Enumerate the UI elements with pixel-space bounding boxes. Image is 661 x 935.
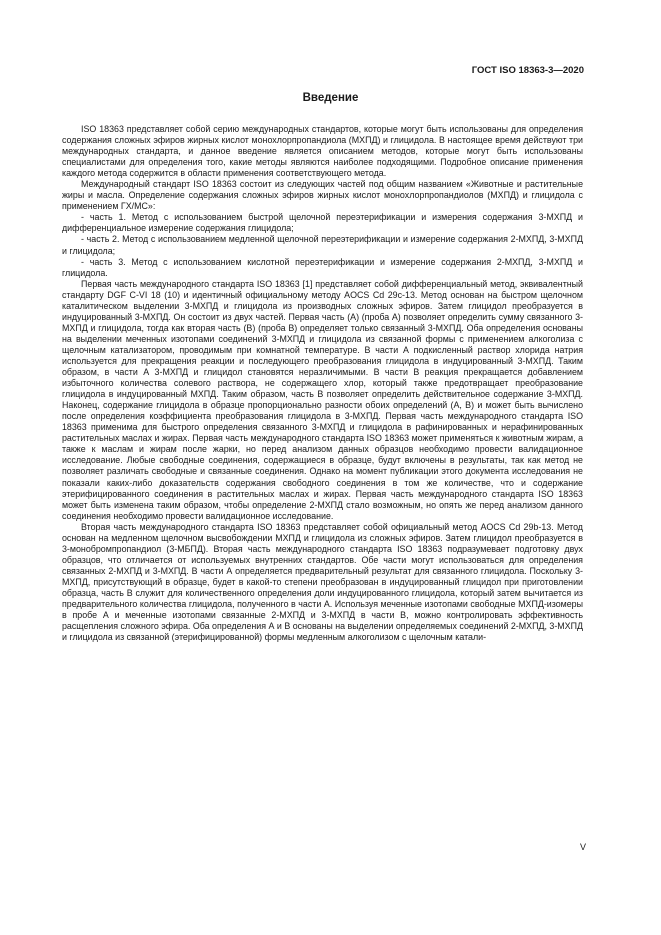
page-number: V [579, 842, 586, 852]
body-text [62, 124, 583, 643]
list-item: - часть 1. Метод с использованием быстрой щелочной переэтерификации и измерения содержания 3-МХПД и дифференциальное измерение содержания глицидола; [62, 212, 583, 234]
list-item: - часть 3. Метод с использованием кислотной переэтерификации и измерение содержания 2-МХПД, 3-МХПД и глицидола. [62, 256, 583, 278]
section-title: Введение [302, 92, 359, 104]
paragraph: ISO 18363 представляет собой серию международных стандартов, которые могут быть использованы для определения содержания сложных эфиров жирных кислот монохлорпропандиола (МХПД) и глицидола. В настоящее время действуют три международных стандарта, и данное введение является описанием методов, которые могут быть использованы специалистами для определения того, какие методы являются наиболее подходящими. Подробное описание применения каждого метода содержится в области применения соответствующего метода. [62, 124, 583, 179]
document-code: ГОСТ ISO 18363-3—2020 [471, 65, 584, 76]
paragraph: Первая часть международного стандарта ISO 18363 [1] представляет собой дифференциальный метод, эквивалентный стандарту DGF C-VI 18 (10) и идентичный официальному методу AOCS Cd 29c-13. Метод основан на быстром щелочном каталитическом выделении 3-МХПД и глицидола из производных сложных эфиров. Затем глицидол преобразуется в индуцированный 3-МХПД. Он состоит из двух частей. Первая часть (А) (проба А) позволяет определить сумму связанного 3-МХПД и глицидола, тогда как вторая часть (В) (проба В) определяет только связанный 3-МХПД. Оба определения основаны на выделении меченных изотопами соединений 3-МХПД и глицидола из связанной формы с применением алкоголиза с щелочным катализатором, проводимым при комнатной температуре. В части А подкисленный раствор хлорида натрия используется для прекращения реакции и последующего преобразования глицидола в индуцированный 3-МХПД. Таким образом, в части А 3-МХПД и глицидол становятся неразличимыми. В части В реакция прекращается добавлением избыточного количества солевого раствора, не содержащего хлор, который также предотвращает преобразование глицидола в индуцированный МХПД. Таким образом, часть В позволяет определить действительное содержание 3-МХПД. Наконец, содержание глицидола в образце пропорционально разности обоих определений (А, В) и может быть вычислено после определения коэффициента преобразования глицидола в 3-МХПД. Первая часть международного стандарта ISO 18363 применима для быстрого определения связанного 3-МХПД и глицидола в рафинированных и нерафинированных растительных маслах и жирах. Первая часть международного стандарта ISO 18363 может применяться к животным жирам, а также к маслам и жирам после жарки, но перед анализом данных образцов необходимо провести валидационное исследование. Любые свободные соединения, содержащиеся в образце, будут включены в результаты, так как метод не позволяет различать свободные и связанные соединения. Однако на момент публикации этого документа исследования не показали каких-либо доказательств содержания свободного соединения в том же количестве, что и содержание этерифицированного соединения в растительных маслах и жирах. Первая часть международного стандарта ISO 18363 может быть изменена таким образом, чтобы определение 2-МХПД стало возможным, но опять же перед анализом данного соединения необходимо провести валидационное исследование. [62, 278, 583, 521]
paragraph: Международный стандарт ISO 18363 состоит из следующих частей под общим названием «Животные и растительные жиры и масла. Определение содержания сложных эфиров жирных кислот монохлорпропандиолов (МХПД) и глицидола с применением ГХ/МС»: [62, 179, 583, 212]
list-item: - часть 2. Метод с использованием медленной щелочной переэтерификации и измерение содержания 2-МХПД, 3-МХПД и глицидола; [62, 234, 583, 256]
paragraph: Вторая часть международного стандарта ISO 18363 представляет собой официальный метод AOCS Cd 29b-13. Метод основан на медленном щелочном высвобождении МХПД и глицидола из сложных эфиров. Затем глицидол преобразуется в 3-монобромпропандиол (3-МБПД). Вторая часть международного стандарта ISO 18363 подразумевает подготовку двух образцов, что отличается от используемых внутренних стандартов. Обе части могут использоваться для определения связанных 2-МХПД и 3-МХПД. В части А определяется предварительный результат для связанного глицидола. Поскольку 3-МХПД, присутствующий в образце, будет в какой-то степени преобразован в индуцированный глицидол при приготовлении образца, часть В служит для количественного определения доли индуцированного глицидола, который затем вычитается из предварительного количества глицидола, полученного в части А. Используя меченные изотопами свободные МХПД-изомеры в пробе А и меченные изотопами связанные 2-МХПД и 3-МХПД в части В, можно контролировать эффективность расщепления сложного эфира. Оба определения А и В основаны на выделении определяемых соединений 2-МХПД, 3-МХПД и глицидола из связанной (этерифицированной) формы медленным алкоголизом с щелочным катали- [62, 521, 583, 643]
